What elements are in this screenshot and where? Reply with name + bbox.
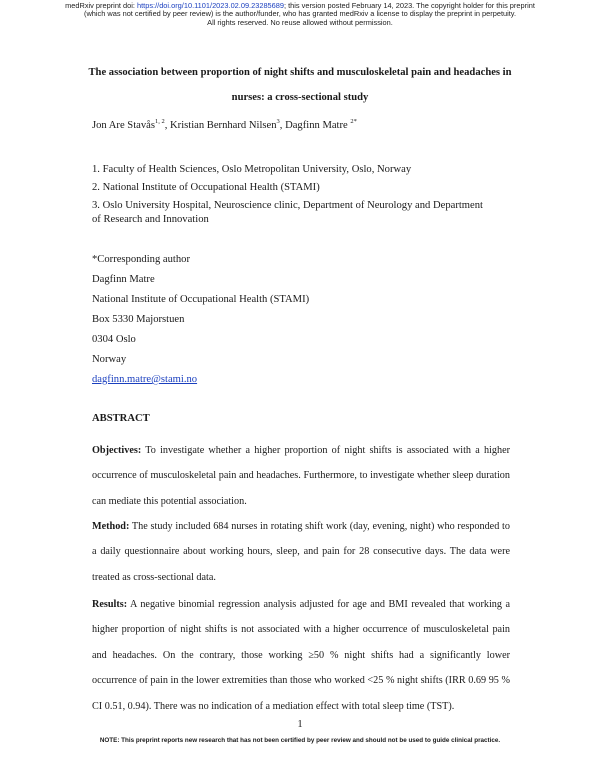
corresponding-author-country: Norway: [92, 354, 127, 365]
author-affiliation-sup: 3: [276, 118, 280, 125]
author-name: Jon Are Stavås: [92, 120, 155, 131]
abstract-heading: ABSTRACT: [92, 413, 150, 424]
doi-link[interactable]: https://doi.org/10.1101/2023.02.09.23285689: [137, 1, 284, 10]
abstract-objectives: [92, 438, 510, 514]
author-affiliation-sup: 2*: [350, 118, 357, 125]
corresponding-author-box: Box 5330 Majorstuen: [92, 314, 185, 325]
affiliation-2: 2. National Institute of Occupational Health (STAMI): [92, 182, 320, 193]
method-text: The study included 684 nurses in rotating shift work (day, evening, night) who responded to a daily questionnaire about working hours, sleep, and pain for 28 consecutive days. The data were treated as cross-sectional data.: [92, 521, 510, 583]
paper-title-line-2: nurses: a cross-sectional study: [231, 92, 369, 103]
corresponding-author-postcode: 0304 Oslo: [92, 334, 136, 345]
page-number: 1: [297, 719, 303, 730]
affiliation-3: 3. Oslo University Hospital, Neuroscience clinic, Department of Neurology and Department: [92, 200, 483, 211]
corresponding-author-heading: *Corresponding author: [92, 254, 190, 265]
paper-title-line-1: The association between proportion of night shifts and musculoskeletal pain and headaches in: [88, 67, 512, 78]
header-line-2: (which was not certified by peer review) is the author/funder, who has granted medRxiv a license to display the preprint in perpetuity.: [83, 9, 517, 19]
corresponding-author-email-link[interactable]: dagfinn.matre@stami.no: [92, 374, 198, 385]
results-text: A negative binomial regression analysis adjusted for age and BMI revealed that working a higher proportion of night shifts is not associated with a higher occurrence of musculoskeletal pain and headaches. On the contrary, those working ≥50 % night shifts had a significantly lower occurrence of pain in the lower extremities than those who worked <25 % night shifts (IRR 0.69 95 % CI 0.51, 0.94). There was no indication of a mediation effect with total sleep time (TST).: [92, 599, 510, 712]
corresponding-author-name: Dagfinn Matre: [92, 274, 155, 285]
results-label: Results:: [92, 599, 128, 610]
corresponding-author-institution: National Institute of Occupational Health (STAMI): [92, 294, 310, 305]
affiliation-3-continued: of Research and Innovation: [92, 214, 209, 225]
author-name: Kristian Bernhard Nilsen: [170, 120, 277, 131]
affiliation-1: 1. Faculty of Health Sciences, Oslo Metropolitan University, Oslo, Norway: [92, 164, 412, 175]
header-line-1: medRxiv preprint doi: https://doi.org/10.1101/2023.02.09.23285689; this version posted February 14, 2023. The copyright holder for this preprint: [65, 1, 535, 10]
author-list: Jon Are Stavås$^{1, 2}$, Kristian Bernhard Nilsen$^3$, Dagfinn Matre $^{2*}$: [92, 118, 357, 131]
abstract-method: [92, 514, 510, 590]
objectives-label: Objectives:: [92, 445, 142, 456]
preprint-header: [0, 2, 600, 27]
objectives-text: To investigate whether a higher proportion of night shifts is associated with a higher occurrence of musculoskeletal pain and headaches. Furthermore, to investigate whether sleep duration can mediate this potential association.: [92, 445, 510, 507]
abstract-results: [92, 592, 510, 719]
method-label: Method:: [92, 521, 130, 532]
author-name: Dagfinn Matre: [285, 120, 351, 131]
preprint-footer-note: NOTE: This preprint reports new research that has not been certified by peer review and should not be used to guide clinical practice.: [99, 737, 501, 744]
author-affiliation-sup: 1, 2: [154, 118, 165, 125]
header-line-3: All rights reserved. No reuse allowed without permission.: [207, 17, 393, 27]
